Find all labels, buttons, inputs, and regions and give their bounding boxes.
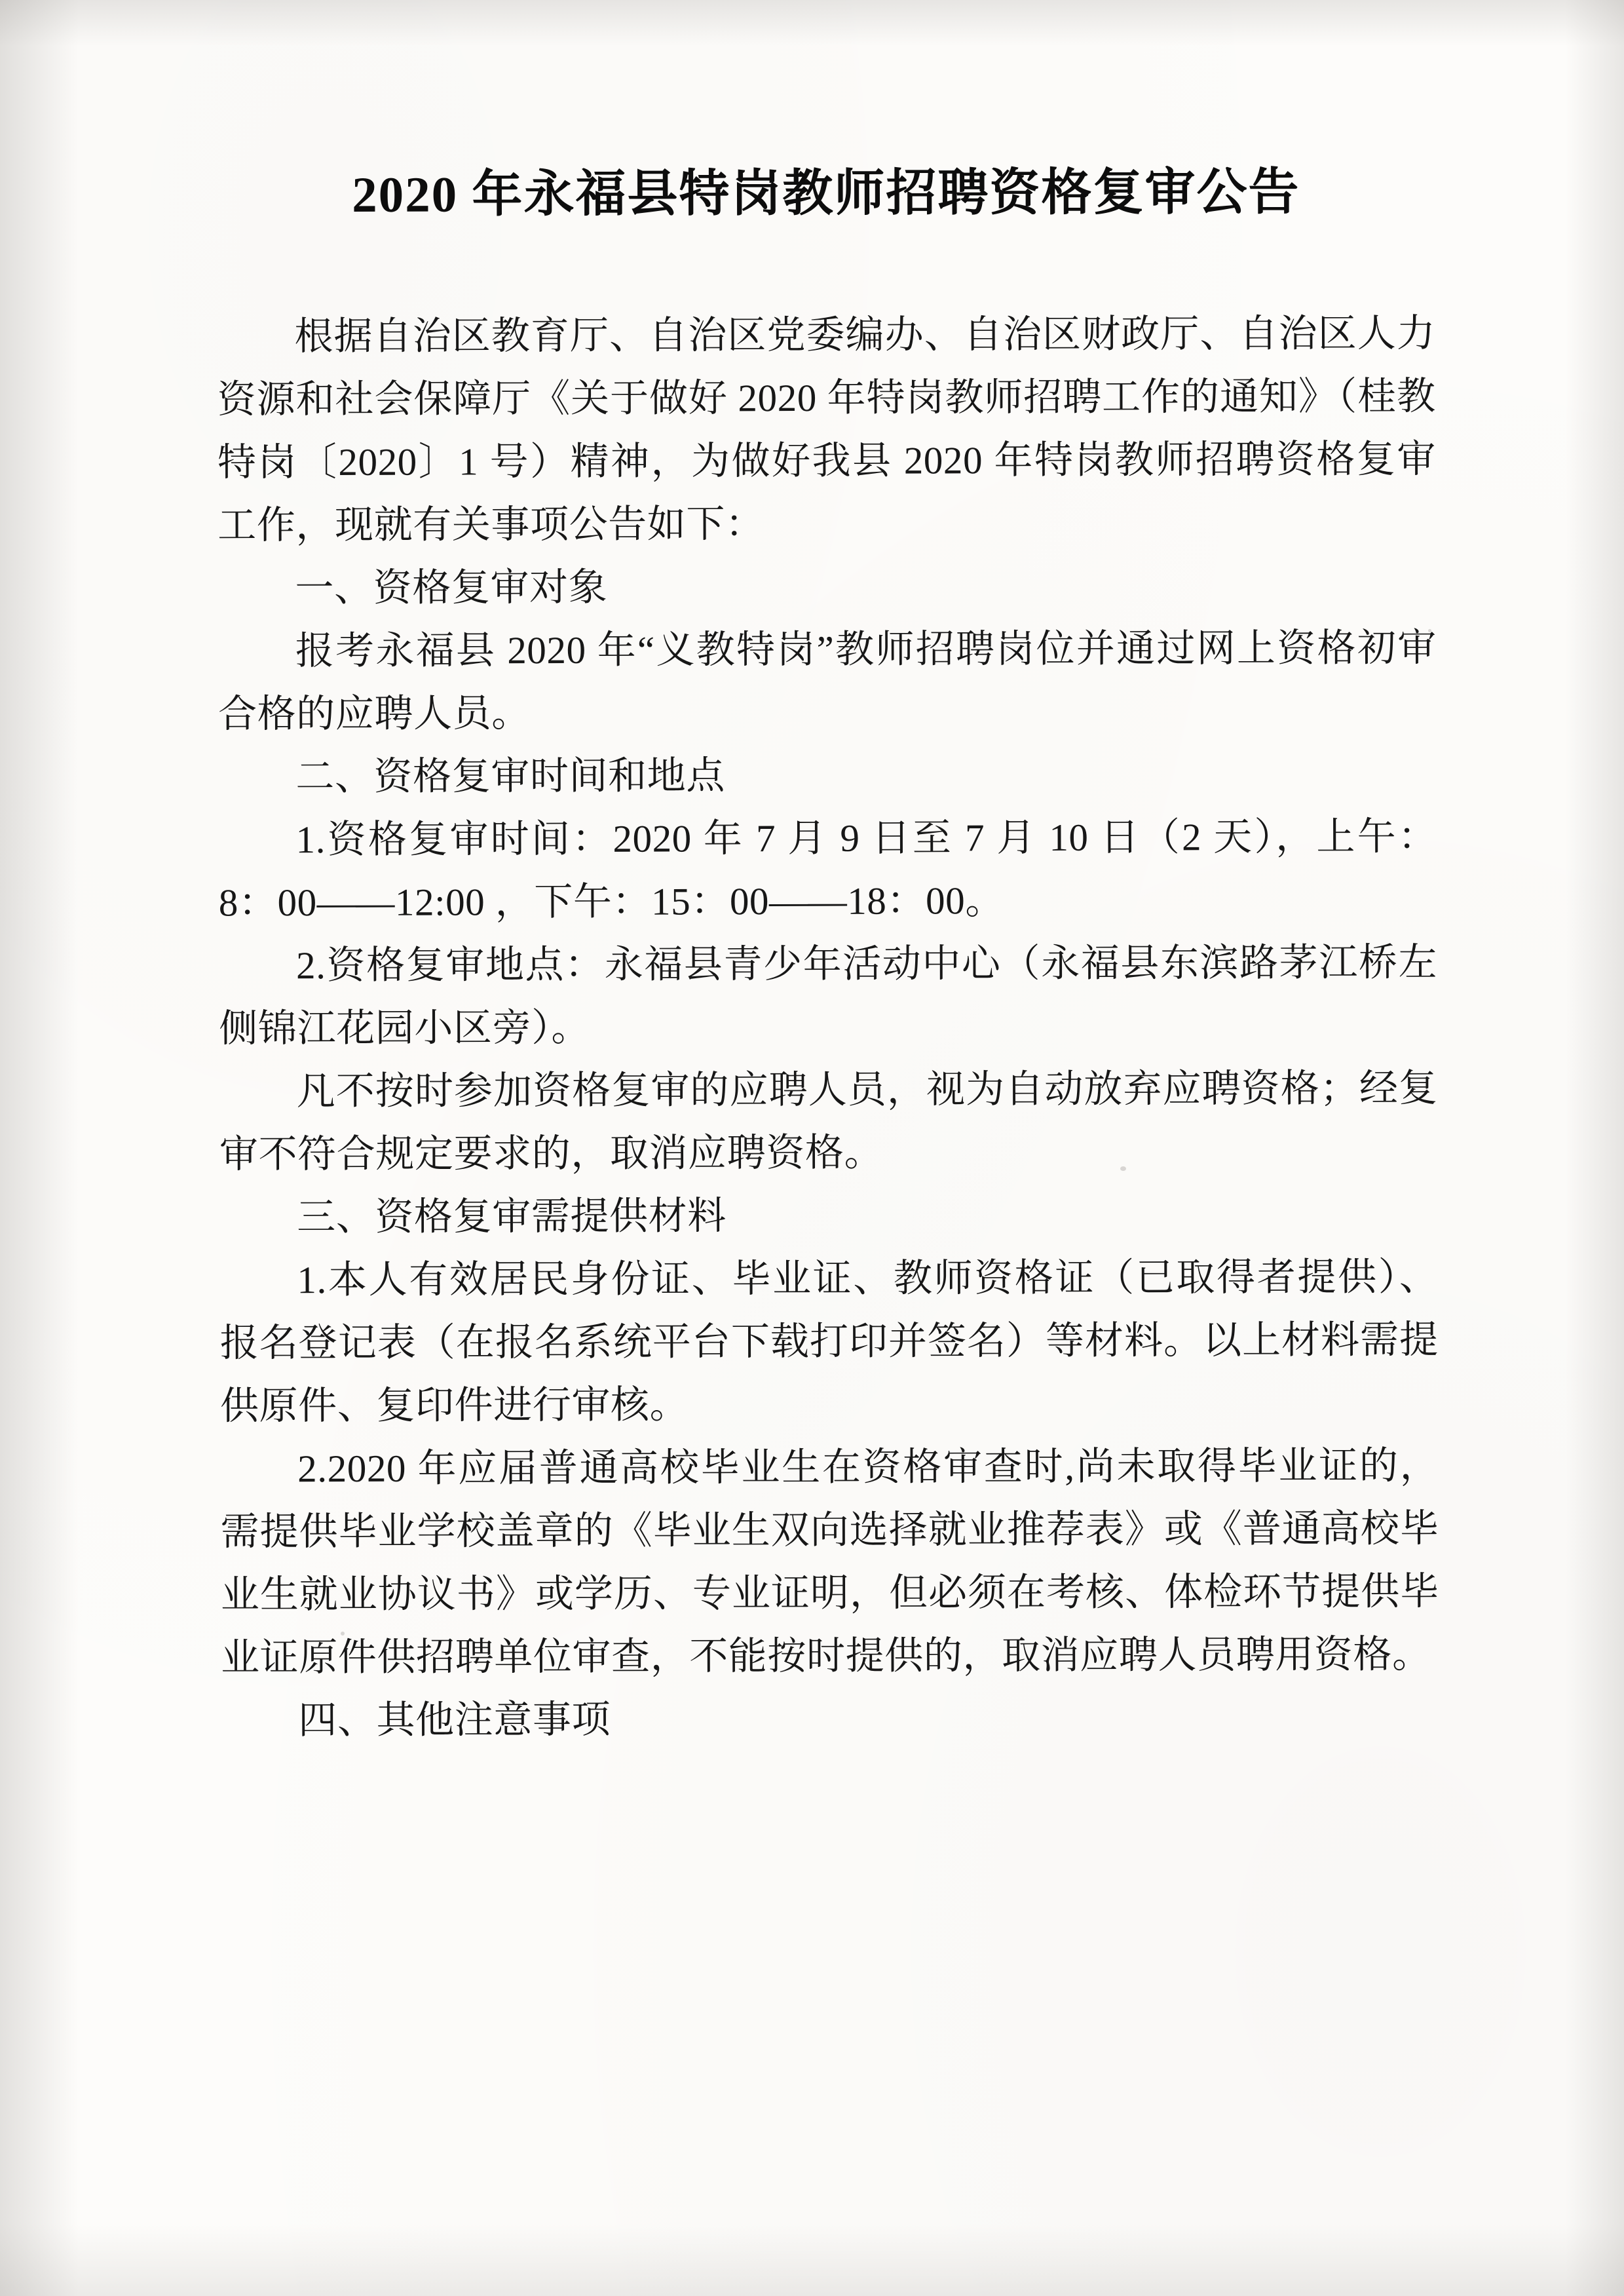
page-title: 2020 年永福县特岗教师招聘资格复审公告 (352, 163, 1300, 223)
paragraph: 凡不按时参加资格复审的应聘人员，视为自动放弃应聘资格；经复审不符合规定要求的，取消应聘资格。 (219, 1066, 1438, 1176)
scan-edge-bottom (0, 2224, 1624, 2296)
document-text (217, 301, 1439, 1751)
section-heading-2: 二、资格复审时间和地点 (295, 754, 726, 799)
paragraph: 2.资格复审地点：永福县青少年活动中心（永福县东滨路茅江桥左侧锦江花园小区旁）。 (219, 940, 1438, 1050)
document-body (216, 0, 1439, 1752)
paragraph: 报考永福县 2020 年“义教特岗”教师招聘岗位并通过网上资格初审合格的应聘人员。 (217, 626, 1437, 736)
scan-edge-left (0, 0, 79, 2296)
paragraph: 根据自治区教育厅、自治区党委编办、自治区财政厅、自治区人力资源和社会保障厅《关于做好 2020 年特岗教师招聘工作的通知》（桂教特岗〔2020〕1 号）精神，为做好我县 2020 年特岗教师招聘资格复审工作，现就有关事项公告如下： (217, 311, 1437, 547)
section-heading-1: 一、资格复审对象 (295, 565, 608, 610)
paragraph: 1.本人有效居民身份证、毕业证、教师资格证（已取得者提供）、报名登记表（在报名系统平台下载打印并签名）等材料。以上材料需提供原件、复印件进行审核。 (219, 1255, 1439, 1428)
section-heading-4: 四、其他注意事项 (298, 1697, 611, 1742)
section-heading-3: 三、资格复审需提供材料 (297, 1194, 727, 1239)
scan-edge-right (1565, 0, 1624, 2296)
paragraph: 1.资格复审时间：2020 年 7 月 9 日至 7 月 10 日（2 天），上午：8：00——12:00 ，下午：15：00——18：00。 (218, 814, 1437, 925)
paragraph: 2.2020 年应届普通高校毕业生在资格审查时,尚未取得毕业证的，需提供毕业学校盖章的《毕业生双向选择就业推荐表》或《普通高校毕业生就业协议书》或学历、专业证明，但必须在考核、体检环节提供毕业证原件供招聘单位审查，不能按时提供的，取消应聘人员聘用资格。 (220, 1444, 1439, 1679)
